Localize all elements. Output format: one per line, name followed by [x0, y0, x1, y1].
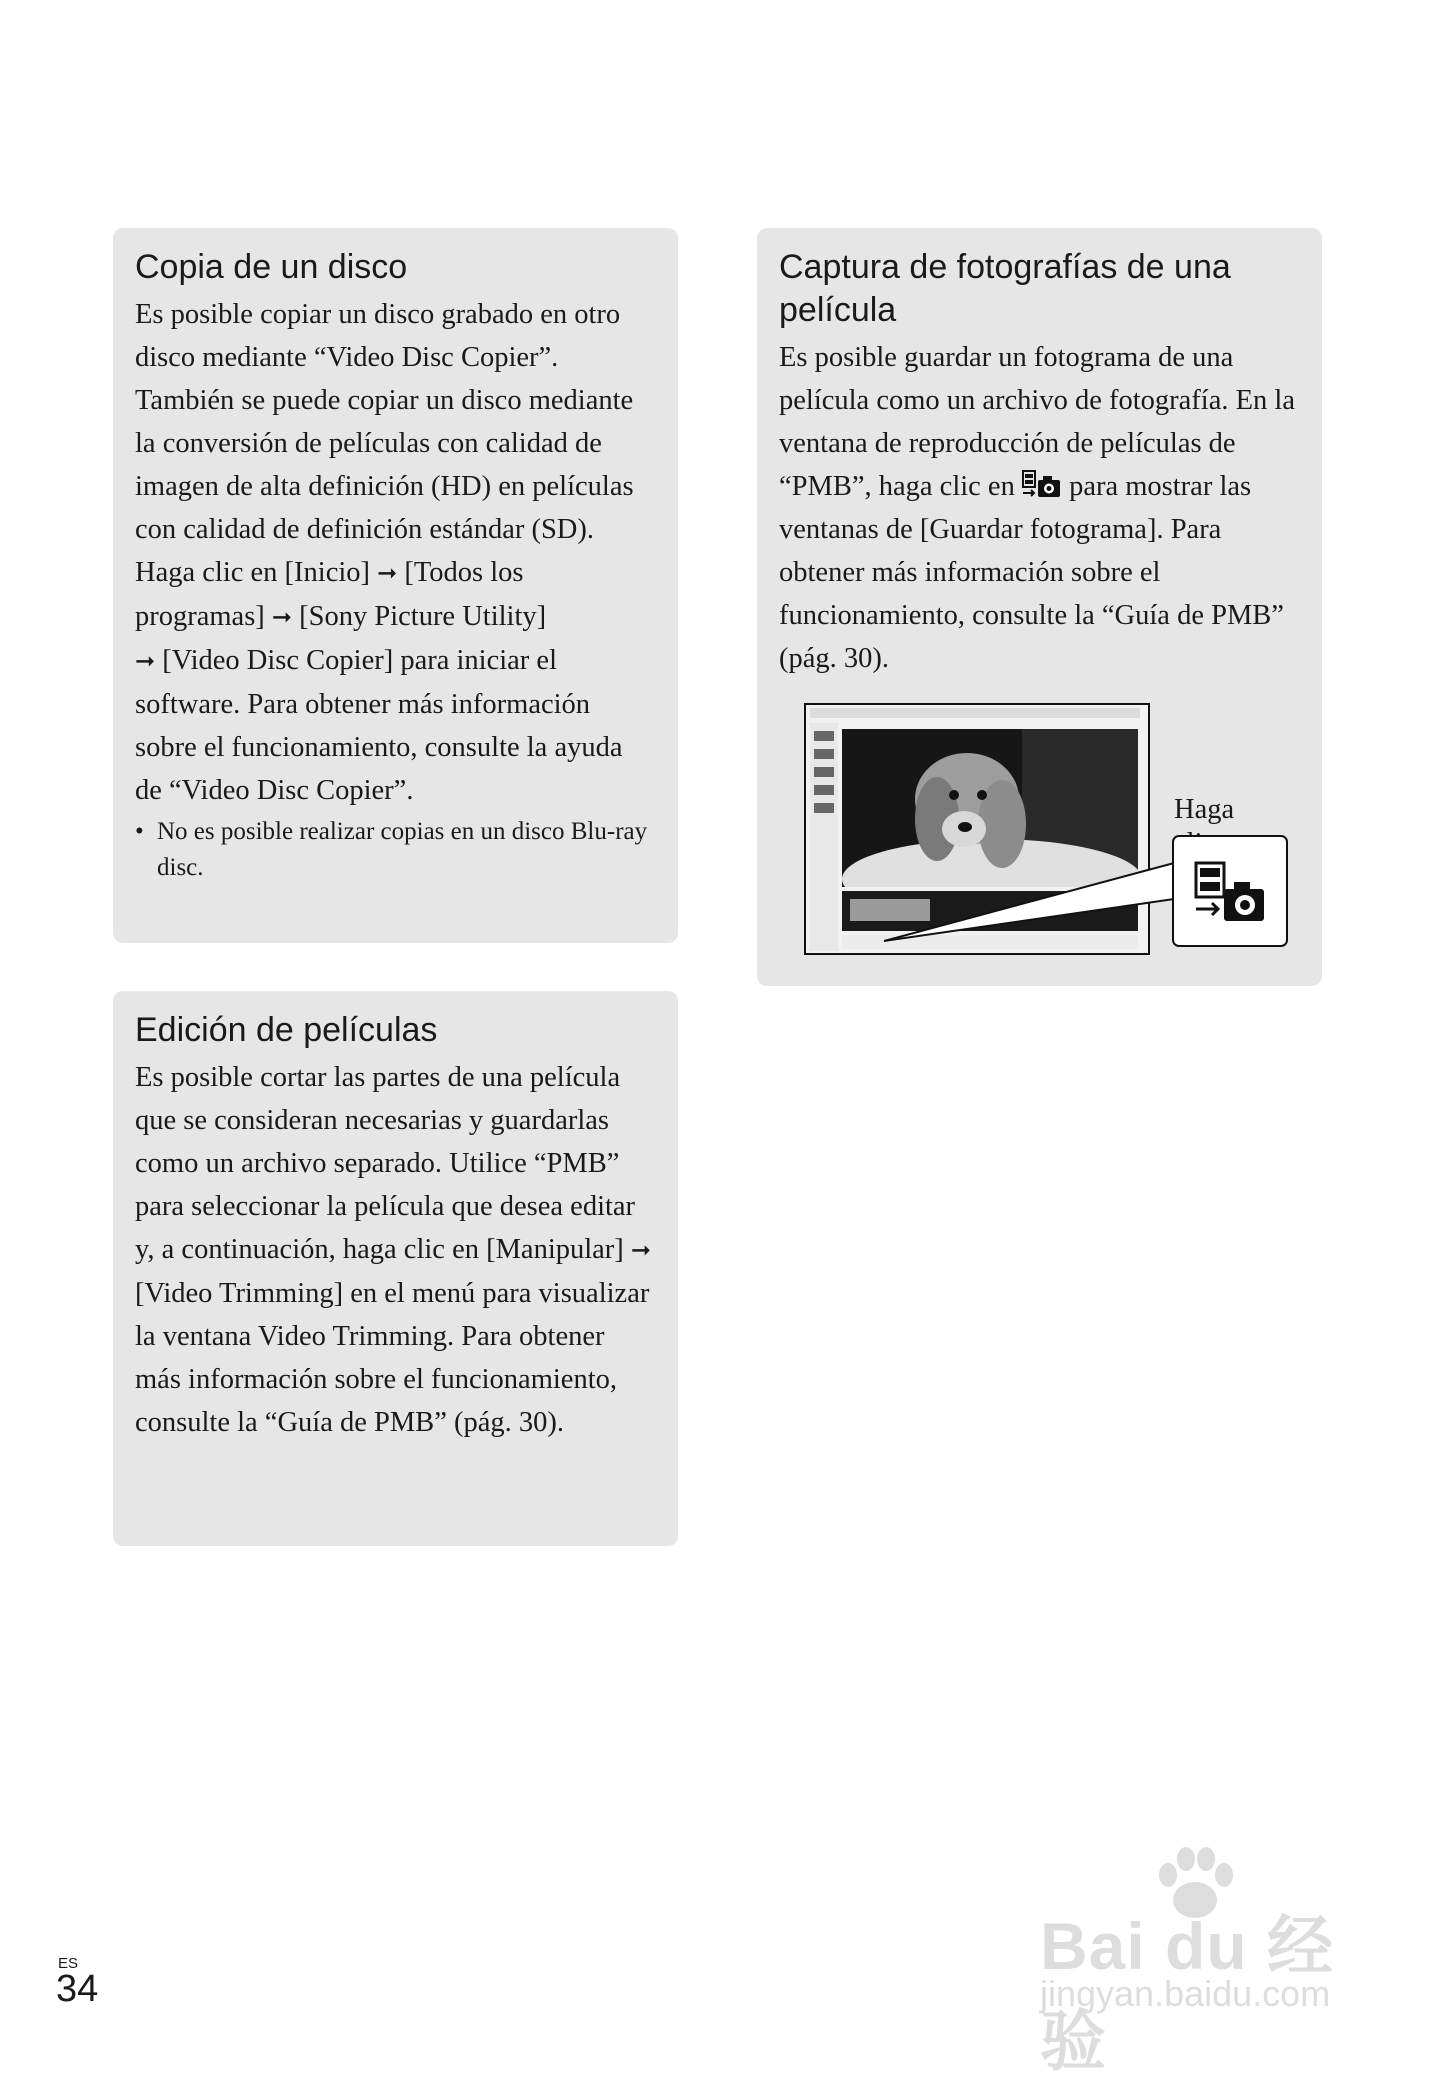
save-frame-icon — [1174, 837, 1286, 945]
callout-label: Haga — [1174, 794, 1235, 825]
arrow-icon: ➞ — [135, 647, 156, 675]
section-title: Captura de fotografías de una película — [779, 248, 1231, 329]
arrow-icon: ➞ — [271, 603, 293, 631]
section-captura-fotografias — [757, 228, 1322, 986]
section-edicion-peliculas — [113, 991, 678, 1546]
section-body: Es posible copiar un disco grabado en otro disco mediante “Video Disc Copier”. También se puede copiar un disco mediante la conversión de películas con calidad de imagen de alta definición (HD) en películas con calidad de definición estándar (SD). Haga clic en [Inicio] ➞ [Todos los programas] ➞ [Sony Picture Utility] ➞ [Video Disc Copier] para iniciar el software. Para obtener más información sobre el funcionamiento, consulte la ayuda de “Video Disc Copier”. — [135, 299, 634, 806]
page-language: ES — [58, 1955, 79, 1972]
note-text: No es posible realizar copias en un disco Blu-ray disc. — [157, 818, 648, 881]
arrow-icon: ➞ — [377, 559, 398, 587]
bullet: • — [135, 818, 144, 845]
section-body: Es posible guardar un fotograma de una película como un archivo de fotografía. En la ventana de reproducción de películas de “PMB”, haga clic en para mostrar las ventanas de [Guardar fotograma]. Para obtener más información sobre el funcionamiento, consulte la “Guía de PMB” (pág. 30). — [779, 342, 1295, 674]
pmb-screenshot-illustration — [804, 703, 1274, 973]
arrow-icon: ➞ — [630, 1236, 652, 1264]
section-body: Es posible cortar las partes de una película que se consideran necesarias y guardarlas como un archivo separado. Utilice “PMB” para seleccionar la película que desea editar y, a continuación, haga clic en [Manipular] ➞ [Video Trimming] en el menú para visualizar la ventana Video Trimming. Para obtener más información sobre el funcionamiento, consulte la “Guía de PMB” (pág. 30). — [135, 1062, 652, 1438]
watermark-url: jingyan.baidu.com — [1040, 1973, 1331, 2014]
save-frame-icon — [1022, 469, 1062, 499]
section-title: Edición de películas — [135, 1011, 438, 1049]
section-title: Copia de un disco — [135, 248, 408, 286]
watermark-main: Bai du 经验 — [1040, 1909, 1335, 2078]
baidu-watermark — [1020, 1845, 1400, 2078]
section-copia-disco — [113, 228, 678, 943]
note — [135, 814, 656, 886]
callout-icon-box — [1172, 835, 1288, 947]
page-number: 34 — [56, 1968, 99, 2010]
